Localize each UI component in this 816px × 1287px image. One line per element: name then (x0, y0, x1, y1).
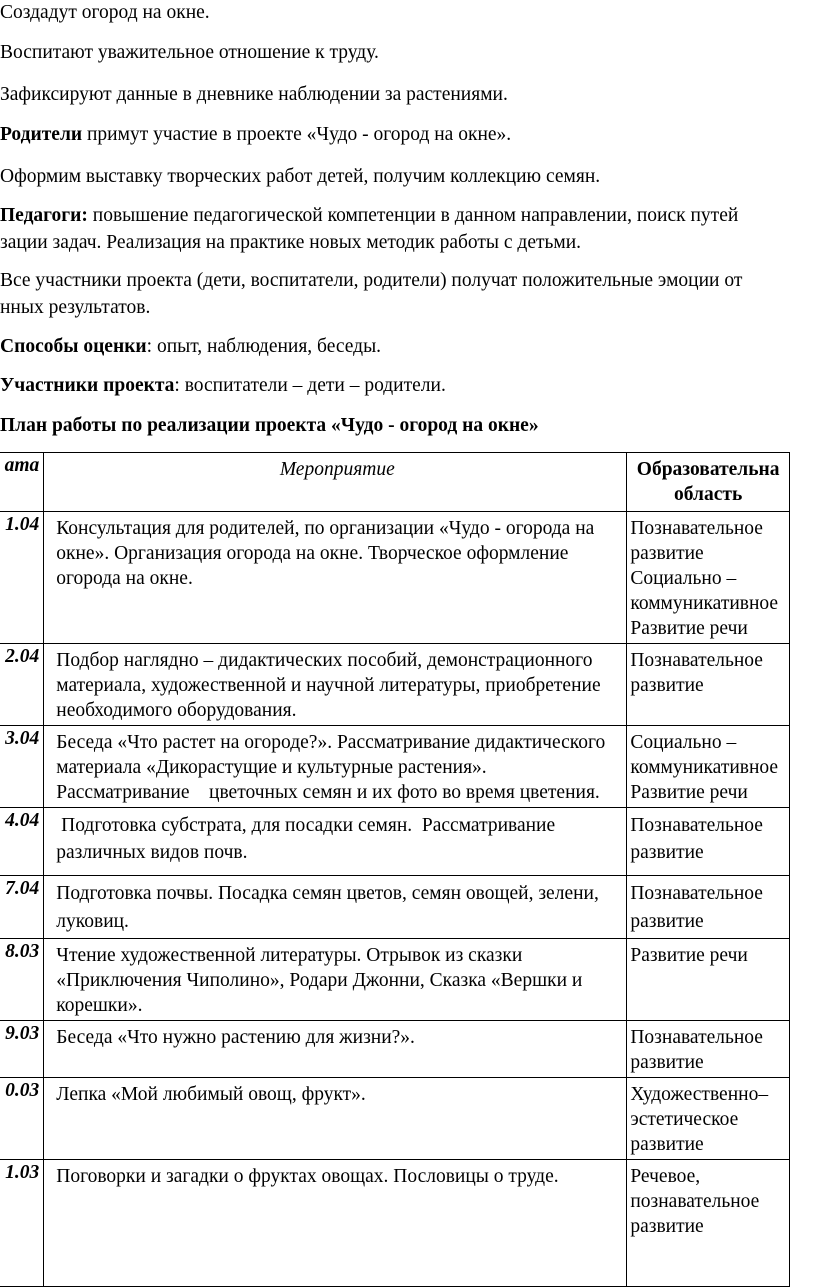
header-area (627, 453, 790, 512)
header-event: Мероприятие (44, 453, 627, 512)
evaluation-paragraph (0, 334, 381, 359)
parents-paragraph (0, 122, 511, 147)
row-area-line: Развитие речи (630, 945, 748, 966)
teachers-continuation: зации задач. Реализация на практике новых методик работы с детьми. (0, 232, 582, 253)
row-date: 1.03 (0, 1160, 44, 1287)
row-area (627, 1021, 790, 1078)
row-area-line: развитие (630, 1134, 704, 1155)
row-area (627, 1160, 790, 1287)
row-date: 3.04 (0, 726, 44, 808)
row-event: Лепка «Мой любимый овощ, фрукт». (44, 1078, 627, 1160)
plan-table (0, 452, 790, 1287)
intro-line-1: Создадут огород на окне. (0, 2, 210, 23)
row-area-line: коммуникативное (630, 757, 779, 778)
header-date: ата (0, 453, 44, 512)
row-area-line: Развитие речи (630, 618, 748, 639)
row-date: 8.03 (0, 939, 44, 1021)
row-event: Чтение художественной литературы. Отрывок из сказки «Приключения Чиполино», Родари Джонни, Сказка «Вершки и корешки». (44, 939, 627, 1021)
row-area-line: развитие (630, 675, 704, 696)
row-area (627, 939, 790, 1021)
row-area (627, 1078, 790, 1160)
all-participants-line-2: нных результатов. (0, 297, 151, 318)
row-area (627, 876, 790, 939)
row-date: 2.04 (0, 644, 44, 726)
row-area-line: Познавательное (630, 883, 763, 904)
row-area (627, 644, 790, 726)
row-area-line: Развитие речи (630, 782, 748, 803)
row-date: 9.03 (0, 1021, 44, 1078)
teachers-label: Педагоги: (0, 205, 88, 226)
row-date: 0.03 (0, 1078, 44, 1160)
table-row (0, 512, 790, 644)
row-area-line: коммуникативное (630, 593, 779, 614)
row-area-line: Художественно– (630, 1084, 769, 1105)
table-row (0, 1160, 790, 1287)
table-row (0, 876, 790, 939)
plan-title (0, 413, 539, 438)
row-event: Подготовка субстрата, для посадки семян. Рассматривание различных видов почв. (44, 808, 627, 876)
row-event: Подбор наглядно – дидактических пособий, демонстрационного материала, художественной и научной литературы, приобретение необходимого оборудования. (44, 644, 627, 726)
table-row (0, 644, 790, 726)
row-area-line: Социально – (630, 732, 737, 753)
exhibition-line: Оформим выставку творческих работ детей, получим коллекцию семян. (0, 166, 601, 187)
evaluation-text: : опыт, наблюдения, беседы. (146, 336, 382, 357)
row-area-line: развитие (630, 1052, 704, 1073)
participants-label: Участники проекта (0, 375, 175, 396)
teachers-text: повышение педагогической компетенции в данном направлении, поиск путей (87, 205, 739, 226)
parents-text: примут участие в проекте «Чудо - огород на окне». (82, 124, 512, 145)
header-area-line-2: область (674, 484, 743, 505)
row-event: Беседа «Что нужно растению для жизни?». (44, 1021, 627, 1078)
row-event: Подготовка почвы. Посадка семян цветов, семян овощей, зелени, луковиц. (44, 876, 627, 939)
table-row (0, 1021, 790, 1078)
row-area-line: Познавательное (630, 518, 763, 539)
row-area-line: Познавательное (630, 650, 763, 671)
intro-line-2: Воспитают уважительное отношение к труду. (0, 42, 379, 63)
row-area (627, 512, 790, 644)
row-area-line: познавательное (630, 1191, 760, 1212)
parents-label: Родители (0, 124, 83, 145)
table-header-row (0, 453, 790, 512)
row-area-line: развитие (630, 1216, 704, 1237)
row-area-line: Познавательное (630, 1027, 763, 1048)
row-area (627, 726, 790, 808)
row-area-line: развитие (630, 911, 704, 932)
all-participants-line-1: Все участники проекта (дети, воспитатели, родители) получат положительные эмоции от (0, 270, 743, 291)
table-row (0, 1078, 790, 1160)
header-area-line-1: Образовательна (636, 459, 780, 480)
plan-title-text: План работы по реализации проекта «Чудо - огород на окне» (0, 415, 539, 436)
intro-line-3: Зафиксируют данные в дневнике наблюдении за растениями. (0, 84, 508, 105)
row-area-line: Познавательное (630, 815, 763, 836)
table-row (0, 808, 790, 876)
row-area-line: развитие (630, 842, 704, 863)
row-event: Поговорки и загадки о фруктах овощах. Пословицы о труде. (44, 1160, 627, 1287)
row-event: Беседа «Что растет на огороде?». Рассматривание дидактического материала «Дикорастущие и культурные растения». Рассматривание цветочных семян и их фото во время цветения. (44, 726, 627, 808)
row-event: Консультация для родителей, по организации «Чудо - огорода на окне». Организация огорода на окне. Творческое оформление огорода на окне. (44, 512, 627, 644)
table-row (0, 939, 790, 1021)
row-area-line: Социально – (630, 568, 737, 589)
table-row (0, 726, 790, 808)
row-area-line: развитие (630, 543, 704, 564)
evaluation-label: Способы оценки (0, 336, 147, 357)
row-area-line: Речевое, (630, 1166, 701, 1187)
row-date: 7.04 (0, 876, 44, 939)
teachers-paragraph (0, 203, 738, 228)
row-date: 4.04 (0, 808, 44, 876)
row-area-line: эстетическое (630, 1109, 739, 1130)
row-area (627, 808, 790, 876)
participants-text: : воспитатели – дети – родители. (174, 375, 446, 396)
participants-paragraph (0, 373, 446, 398)
row-date: 1.04 (0, 512, 44, 644)
